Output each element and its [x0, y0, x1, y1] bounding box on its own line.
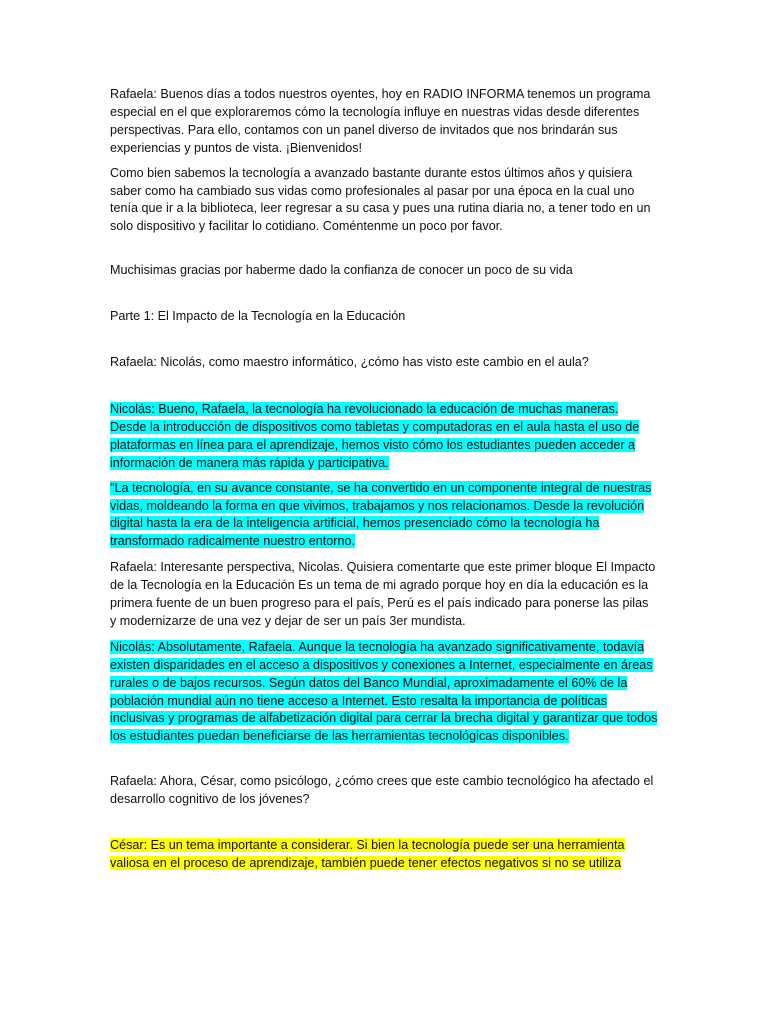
paragraph-text: Rafaela: Buenos días a todos nuestros oyentes, hoy en RADIO INFORMA tenemos un programa especial en el que exploraremos cómo la tecnología influye en nuestras vidas desde diferentes perspectivas. Para ello, contamos con un panel diverso de invitados que nos brindarán sus experiencias y puntos de vista. ¡Bienvenidos! [110, 87, 651, 155]
paragraph-text: Rafaela: Nicolás, como maestro informático, ¿cómo has visto este cambio en el aula? [110, 355, 589, 370]
section-heading-text: Parte 1: El Impacto de la Tecnología en la Educación [110, 309, 406, 324]
paragraph-rafaela-3 [110, 773, 658, 809]
paragraph-quote [110, 480, 658, 552]
paragraph-nicolas-1 [110, 401, 658, 473]
section-heading [110, 308, 658, 326]
paragraph-text: Como bien sabemos la tecnología a avanzado bastante durante estos últimos años y quisiera saber como ha cambiado sus vidas como profesionales al pasar por una época en la cual uno tenía que ir a la biblioteca, leer regresar a su casa y pues una rutina diaria no, a tener todo en un solo dispositivo y facilitar lo cotidiano. Coméntenme un poco por favor. [110, 165, 651, 234]
highlighted-text: Nicolás: Absolutamente, Rafaela. Aunque la tecnología ha avanzado significativamente, todavía existen disparidades en el acceso a dispositivos y conexiones a Internet, especialmente en áreas rurales o de bajos recursos. Según datos del Banco Mundial, aproximadamente el 60% de la población mundial aún no tiene acceso a Internet. Esto resalta la importancia de políticas inclusivas y programas de alfabetización digital para cerrar la brecha digital y garantizar que todos los estudiantes puedan beneficiarse de las herramientas tecnológicas disponibles. [110, 639, 658, 744]
paragraph-intro [110, 86, 658, 158]
paragraph-rafaela-2 [110, 559, 658, 631]
paragraph-question [110, 165, 658, 237]
paragraph-text: Rafaela: Ahora, César, como psicólogo, ¿cómo crees que este cambio tecnológico ha afectado el desarrollo cognitivo de los jóvenes? [110, 774, 654, 807]
paragraph-nicolas-2 [110, 639, 658, 746]
paragraph-text: Rafaela: Interesante perspectiva, Nicolas. Quisiera comentarte que este primer bloque El Impacto de la Tecnología en la Educación Es un tema de mi agrado porque hoy en día la educación es la primera fuente de un buen progreso para el país, Perú es el país indicado para ponerse las pilas y modernizarze de una vez y dejar de ser un país 3er mundista. [110, 560, 656, 628]
highlighted-text: Nicolás: Bueno, Rafaela, la tecnología ha revolucionado la educación de muchas maneras. Desde la introducción de dispositivos como tabletas y computadoras en el aula hasta el uso de plataformas en línea para el aprendizaje, hemos visto cómo los estudiantes pueden acceder a información de manera más rápida y participativa. [110, 401, 640, 470]
highlighted-text: "La tecnología, en su avance constante, se ha convertido en un componente integral de nuestras vidas, moldeando la forma en que vivimos, trabajamos y nos relacionamos. Desde la revolución digital hasta la era de la inteligencia artificial, hemos presenciado cómo la tecnología ha transformado radicalmente nuestro entorno. [110, 480, 652, 549]
paragraph-rafaela-1 [110, 354, 658, 372]
document-page [110, 86, 658, 873]
paragraph-thanks [110, 262, 658, 280]
paragraph-cesar-1 [110, 837, 658, 873]
highlighted-text: César: Es un tema importante a considerar. Si bien la tecnología puede ser una herramienta valiosa en el proceso de aprendizaje, también puede tener efectos negativos si no se utiliza [110, 838, 625, 870]
paragraph-text: Muchisimas gracias por haberme dado la confianza de conocer un poco de su vida [110, 263, 573, 278]
